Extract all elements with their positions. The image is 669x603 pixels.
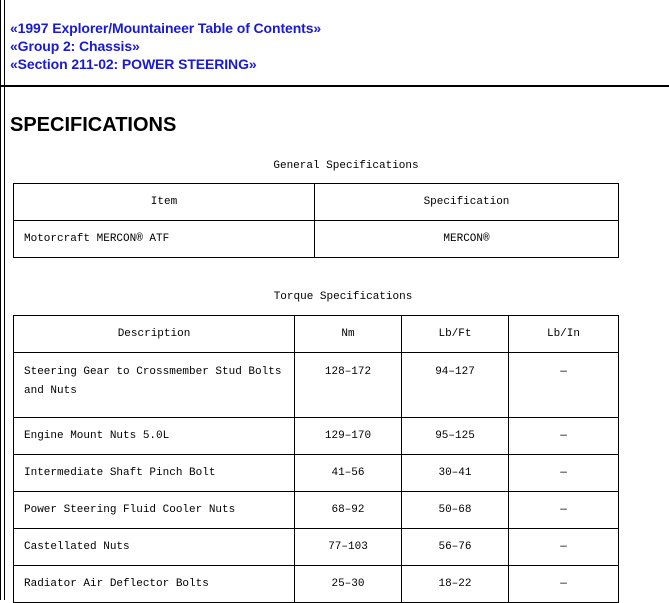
table-row (14, 566, 619, 603)
column-header-specification: Specification (315, 184, 619, 221)
lbft-cell: 18–22 (402, 566, 509, 603)
description-cell: Power Steering Fluid Cooler Nuts (14, 492, 295, 529)
breadcrumb (10, 0, 669, 73)
description-cell: Intermediate Shaft Pinch Bolt (14, 455, 295, 492)
column-header-lbft: Lb/Ft (402, 316, 509, 353)
table-row (14, 353, 619, 418)
nm-cell: 77–103 (295, 529, 402, 566)
nm-cell: 129–170 (295, 418, 402, 455)
lbin-cell: — (509, 353, 619, 418)
column-header-lbin: Lb/In (509, 316, 619, 353)
nm-cell: 41–56 (295, 455, 402, 492)
column-header-nm: Nm (295, 316, 402, 353)
item-cell: Motorcraft MERCON® ATF (14, 221, 315, 258)
general-specifications-table (13, 183, 619, 258)
lbft-cell: 56–76 (402, 529, 509, 566)
lbin-cell: — (509, 529, 619, 566)
breadcrumb-link-group[interactable]: «Group 2: Chassis» (10, 38, 140, 54)
table-row (14, 529, 619, 566)
specification-cell: MERCON® (315, 221, 619, 258)
column-header-description: Description (14, 316, 295, 353)
table-row (14, 455, 619, 492)
column-header-item: Item (14, 184, 315, 221)
frame-border-inner (4, 0, 5, 600)
table-header-row (14, 184, 619, 221)
nm-cell: 128–172 (295, 353, 402, 418)
lbin-cell: — (509, 492, 619, 529)
general-specifications-caption: General Specifications (273, 160, 419, 172)
lbin-cell: — (509, 566, 619, 603)
table-row (14, 221, 619, 258)
table-header-row (14, 316, 619, 353)
lbin-cell: — (509, 418, 619, 455)
frame-border-left (0, 0, 1, 600)
document-content (10, 0, 669, 73)
lbft-cell: 30–41 (402, 455, 509, 492)
page-title: SPECIFICATIONS (10, 114, 177, 136)
header-divider (0, 85, 669, 87)
torque-specifications-caption: Torque Specifications (273, 291, 413, 303)
nm-cell: 68–92 (295, 492, 402, 529)
breadcrumb-link-section[interactable]: «Section 211-02: POWER STEERING» (10, 56, 257, 72)
description-cell: Steering Gear to Crossmember Stud Bolts and Nuts (14, 353, 295, 418)
description-cell: Engine Mount Nuts 5.0L (14, 418, 295, 455)
torque-specifications-table (13, 315, 619, 603)
table-row (14, 418, 619, 455)
lbft-cell: 95–125 (402, 418, 509, 455)
description-cell: Radiator Air Deflector Bolts (14, 566, 295, 603)
nm-cell: 25–30 (295, 566, 402, 603)
table-row (14, 492, 619, 529)
lbin-cell: — (509, 455, 619, 492)
lbft-cell: 50–68 (402, 492, 509, 529)
description-cell: Castellated Nuts (14, 529, 295, 566)
breadcrumb-link-toc[interactable]: «1997 Explorer/Mountaineer Table of Contents» (10, 20, 322, 36)
lbft-cell: 94–127 (402, 353, 509, 418)
